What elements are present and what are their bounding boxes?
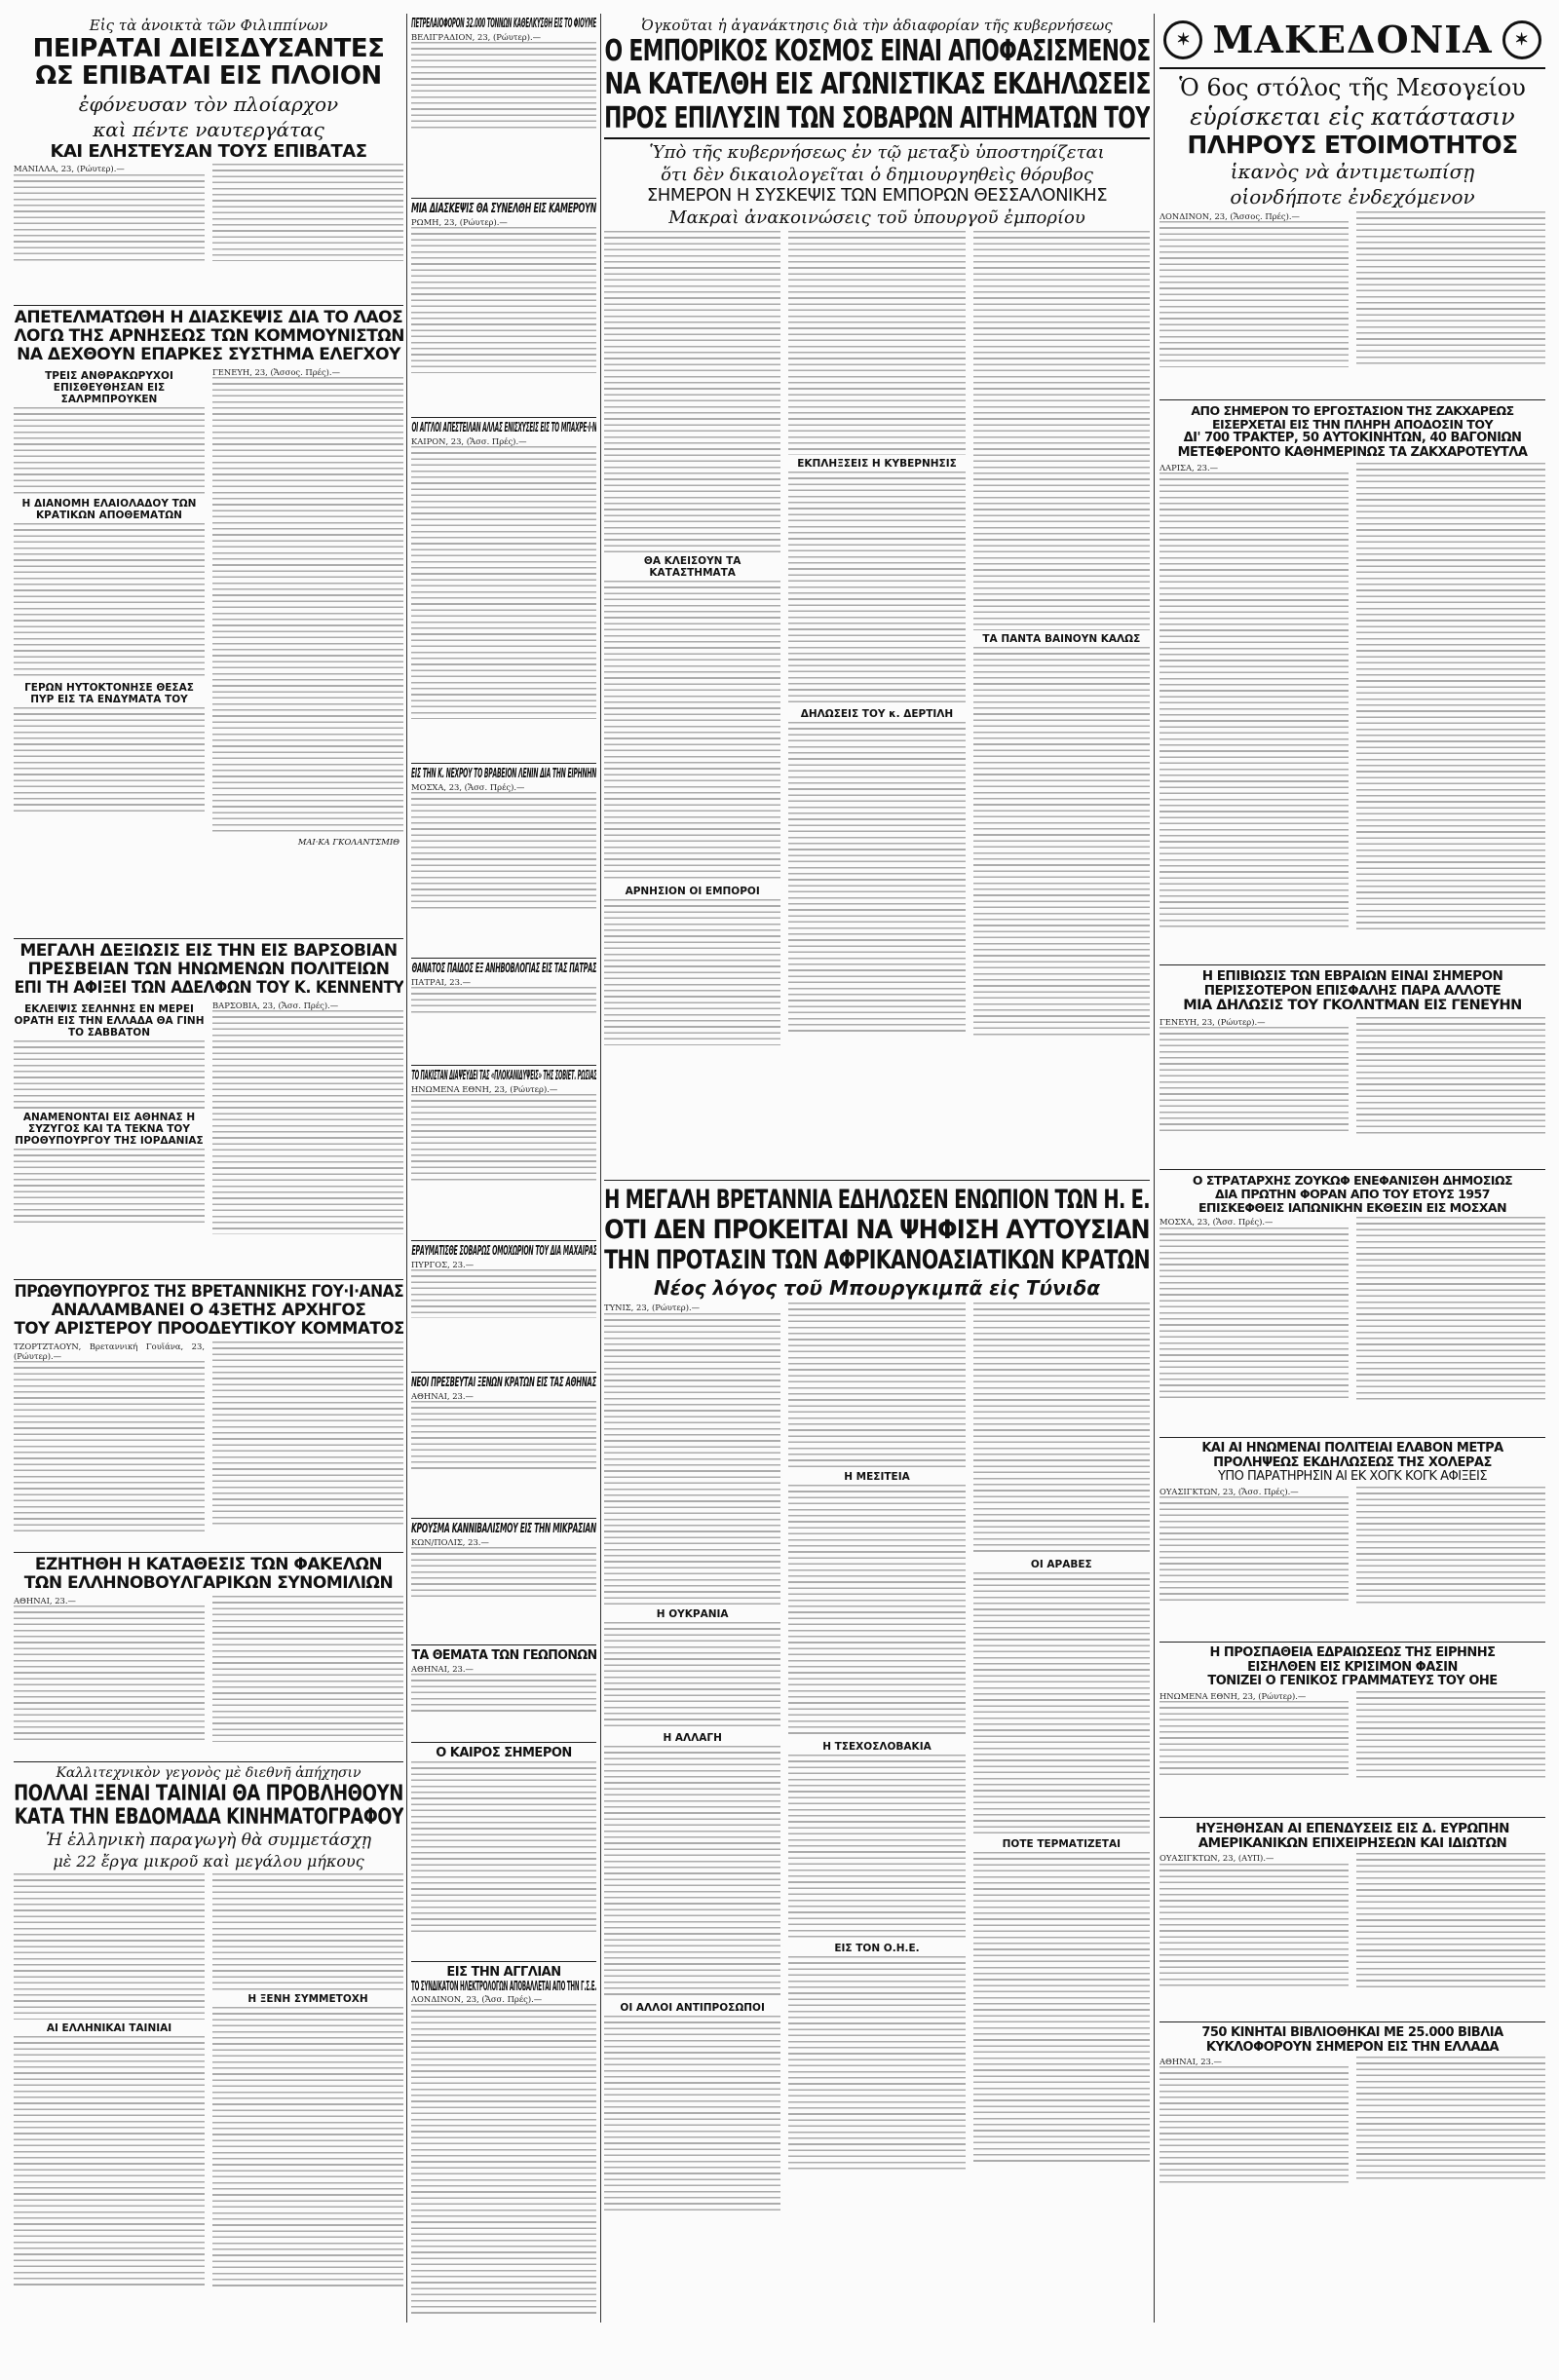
article-britain-un [604,1181,1150,2329]
article-body [14,1873,403,2289]
text-lines [973,1303,1150,1556]
seal-icon: ✶ [1163,20,1202,59]
article-body [14,1341,403,1536]
headline: ΜΕΓΑΛΗ ΔΕΞΙΩΣΙΣ ΕΙΣ ΤΗΝ ΕΙΣ ΒΑΡΣΟΒΙΑΝ [19,941,398,961]
text-lines [14,2036,205,2289]
article-cameroon [411,199,596,418]
article-jews [1160,965,1545,1170]
masthead-title: ΜΑΚΕΔΟΝΙΑ [1212,18,1493,61]
text-lines [1356,2057,1545,2183]
article-smallpox [411,959,596,1066]
article-bahrain [411,418,596,764]
text-lines [1356,1853,1545,1989]
column-rule [600,14,601,2323]
headline: ΤΟ ΣΥΝΔΙΚΑΤΟΝ ΗΛΕΚΤΡΟΛΟΓΩΝ ΑΠΟΒΑΛΛΕΤΑΙ ΑΠΟ ΤΗΝ Γ.Σ.Ε. [411,1979,596,1994]
minor-headline: Η ΟΥΚΡΑΝΙΑ [656,1607,729,1620]
headline: 750 ΚΙΝΗΤΑΙ ΒΙΒΛΙΟΘΗΚΑΙ ΜΕ 25.000 ΒΙΒΛΙΑ [1201,2025,1503,2040]
headline: ΠΡΩΘΥΠΟΥΡΓΟΣ ΤΗΣ ΒΡΕΤΑΝΝΙΚΗΣ ΓΟΥ·Ι·ΑΝΑΣ [14,1282,403,1302]
headline: Ο ΕΜΠΟΡΙΚΟΣ ΚΟΣΜΟΣ ΕΙΝΑΙ ΑΠΟΦΑΣΙΣΜΕΝΟΣ [604,34,1150,68]
subheadline: μὲ 22 ἔργα μικροῦ καὶ μεγάλου μήκους [53,1852,364,1871]
text-lines [1160,1027,1349,1134]
minor-headline: ΑΝΑΜΕΝΟΝΤΑΙ ΕΙΣ ΑΘΗΝΑΣ Η ΣΥΖΥΓΟΣ ΚΑΙ ΤΑ ΤΕΚΝΑ ΤΟΥ ΠΡΟΘΥΠΟΥΡΓΟΥ ΤΗΣ ΙΟΡΔΑΝΙΑΣ [15,1111,204,1147]
minor-headline: Η ΑΛΛΑΓΗ [663,1731,722,1744]
headline: ΗΥΞΗΘΗΣΑΝ ΑΙ ΕΠΕΝΔΥΣΕΙΣ ΕΙΣ Δ. ΕΥΡΩΠΗΝ [1196,1821,1509,1836]
text-lines [411,446,596,719]
subheadline: ἐφόνευσαν τὸν πλοίαρχον [78,92,339,116]
text-lines [1160,1496,1349,1604]
dateline: ΟΥΑΣΙΓΚΤΩΝ, 23, (ΑΥΠ).— [1160,1853,1274,1864]
text-lines [1356,1487,1545,1604]
text-lines [788,1485,965,1738]
article-weather [411,1743,596,1962]
article-un-peace [1160,1643,1545,1818]
minor-headline: ΔΗΛΩΣΕΙΣ ΤΟΥ κ. ΔΕΡΤΙΛΗ [800,708,954,721]
text-lines [604,2016,780,2210]
minor-headline: ΟΙ ΑΡΑΒΕΣ [1030,1559,1092,1571]
article-kicker: Καλλιτεχνικὸν γεγονὸς μὲ διεθνῆ ἀπήχησιν [56,1765,361,1781]
text-lines [411,2004,596,2316]
column-4 [1160,14,1545,2226]
headline: ΘΑΝΑΤΟΣ ΠΑΙΔΟΣ ΕΞ ΑΝΗΒΟΒΛΟΓΙΑΣ ΕΙΣ ΤΑΣ ΠΑΤΡΑΣ [411,962,596,976]
article-nehru [411,764,596,959]
text-lines [973,647,1150,1037]
text-lines [788,1755,965,1940]
article-investments [1160,1818,1545,2022]
headline: ΑΠΕΤΕΛΜΑΤΩΘΗ Η ΔΙΑΣΚΕΨΙΣ ΔΙΑ ΤΟ ΛΑΟΣ [14,308,403,327]
headline: ΑΠΟ ΣΗΜΕΡΟΝ ΤΟ ΕΡΓΟΣΤΑΣΙΟΝ ΤΗΣ ΖΑΚΧΑΡΕΩΣ [1191,403,1514,418]
headline: εὑρίσκεται εἰς κατάστασιν [1190,103,1515,131]
article-body [1160,211,1545,367]
minor-headline: Η ΔΙΑΝΟΜΗ ΕΛΑΙΟΛΑΔΟΥ ΤΩΝ ΚΡΑΤΙΚΩΝ ΑΠΟΘΕΜΑΤΩΝ [21,497,197,521]
text-lines [14,707,205,814]
article-sixth-fleet [1160,69,1545,400]
dateline: ΜΟΣΧΑ, 23, (Ἄσσ. Πρές).— [411,781,525,792]
headline: ΕΡΑΥΜΑΤΙΣΘΕ ΣΟΒΑΡΩΣ ΟΜΟΧΩΡΙΟΝ ΤΟΥ ΔΙΑ ΜΑΧΑΙΡΑΣ [411,1244,596,1259]
text-lines [14,1873,205,2020]
headline: ΜΙΑ ΔΗΛΩΣΙΣ ΤΟΥ ΓΚΟΛΝΤΜΑΝ ΕΙΣ ΓΕΝΕΥΗΝ [1183,998,1522,1014]
dateline: ΚΑΙΡΟΝ, 23, (Ἄσσ. Πρές).— [411,435,527,446]
article-libraries [1160,2022,1545,2226]
headline: ΟΤΙ ΔΕΝ ΠΡΟΚΕΙΤΑΙ ΝΑ ΨΗΦΙΣΗ ΑΥΤΟΥΣΙΑΝ [604,1215,1150,1246]
text-lines [212,377,403,835]
headline: ΜΙΑ ΔΙΑΣΚΕΨΙΣ ΘΑ ΣΥΝΕΛΘΗ ΕΙΣ ΚΑΜΕΡΟΥΝ [411,202,596,216]
headline: ΠΟΛΛΑΙ ΞΕΝΑΙ ΤΑΙΝΙΑΙ ΘΑ ΠΡΟΒΛΗΘΟΥΝ [14,1782,403,1806]
text-lines [1160,1228,1349,1403]
text-lines [604,581,780,883]
column-3 [604,14,1150,2329]
text-lines [212,1596,403,1742]
article-body [1160,1017,1545,1134]
text-lines [788,472,965,705]
text-lines [973,1852,1150,2164]
dateline: ΚΩΝ/ΠΟΛΙΣ, 23.— [411,1536,489,1547]
text-lines [788,722,965,1034]
column-2 [411,14,596,2380]
article-kicker: Εἰς τὰ ἀνοικτὰ τῶν Φιλιππίνων [89,17,328,34]
text-lines [1356,1217,1545,1402]
headline: ΕΙΣ ΤΗΝ Κ. ΝΕΧΡΟΥ ΤΟ ΒΡΑΒΕΙΟΝ ΛΕΝΙΝ ΔΙΑ ΤΗΝ ΕΙΡΗΝΗΝ [411,767,596,781]
headline: ΠΕΤΡΕΛΑΙΟΦΟΡΟΝ 32.000 ΤΟΝΝΩΝ ΚΑΘΕΛΚΥΣΘΗ ΕΙΣ ΤΟ ΦΙΟΥΜΕ [411,17,596,31]
headline: ΠΛΗΡΟΥΣ ΕΤΟΙΜΟΤΗΤΟΣ [1187,131,1518,159]
headline: ΝΑ ΔΕΧΘΟΥΝ ΕΠΑΡΚΕΣ ΣΥΣΤΗΜΑ ΕΛΕΓΧΟΥ [17,344,400,364]
headline: ΔΙΑ ΠΡΩΤΗΝ ΦΟΡΑΝ ΑΠΟ ΤΟΥ ΕΤΟΥΣ 1957 [1215,1187,1490,1202]
text-lines [604,1313,780,1606]
headline: ΤΑ ΘΕΜΑΤΑ ΤΩΝ ΓΕΩΠΟΝΩΝ [411,1648,596,1663]
text-lines [1160,1701,1349,1779]
headline: ΛΟΓΩ ΤΗΣ ΑΡΝΗΣΕΩΣ ΤΩΝ ΚΟΜΜΟΥΝΙΣΤΩΝ [14,325,403,346]
subheadline: Ὑπὸ τῆς κυβερνήσεως ἐν τῷ μεταξὺ ὑποστηρίζεται [649,142,1105,164]
dateline: ΛΟΝΔΙΝΟΝ, 23, (Ἄσσ. Πρές).— [411,1994,543,2005]
minor-headline: ΠΟΤΕ ΤΕΡΜΑΤΙΖΕΤΑΙ [1002,1838,1121,1851]
dateline: ΛΑΡΙΣΑ, 23.— [1160,462,1219,472]
text-lines [14,174,205,262]
text-lines [212,1873,403,1990]
text-lines [14,523,205,679]
text-lines [1160,2066,1349,2183]
article-cinema-week [14,1762,403,2356]
text-lines [604,231,780,552]
article-merchants [604,14,1150,1181]
headline: ΕΙΣ ΤΗΝ ΑΓΓΛΙΑΝ [446,1965,561,1980]
text-lines [1356,463,1545,930]
minor-headline: ΕΚΠΛΗΞΣΕΙΣ Η ΚΥΒΕΡΝΗΣΙΣ [797,458,957,471]
subheadline: Νέος λόγος τοῦ Μπουργκιμπᾶ εἰς Τύνιδα [654,1276,1100,1301]
dateline: ΑΘΗΝΑΙ, 23.— [411,1663,474,1674]
article-pakistan [411,1066,596,1241]
dateline: ΗΝΩΜΕΝΑ ΕΘΝΗ, 23, (Ρώυτερ).— [1160,1690,1307,1701]
subheadline: Ἡ ἑλληνικὴ παραγωγὴ θὰ συμμετάσχῃ [45,1831,371,1851]
headline: ΩΣ ΕΠΙΒΑΤΑΙ ΕΙΣ ΠΛΟΙΟΝ [35,61,382,92]
headline: ΑΝΑΛΑΜΒΑΝΕΙ Ο 43ΕΤΗΣ ΑΡΧΗΓΟΣ [51,1300,366,1320]
dateline: ΑΘΗΝΑΙ, 23.— [14,1595,76,1606]
headline: ΕΙΣΗΛΘΕΝ ΕΙΣ ΚΡΙΣΙΜΟΝ ΦΑΣΙΝ [1247,1659,1458,1675]
headline: ΠΕΡΙΣΣΟΤΕΡΟΝ ΕΠΙΣΦΑΛΗΣ ΠΑΡΑ ΑΛΛΟΤΕ [1203,983,1502,1000]
headline: ΥΠΟ ΠΑΡΑΤΗΡΗΣΙΝ ΑΙ ΕΚ ΧΟΓΚ ΚΟΓΚ ΑΦΙΞΕΙΣ [1217,1469,1488,1485]
text-lines [788,231,965,455]
headline: ΤΗΝ ΠΡΟΤΑΣΙΝ ΤΩΝ ΑΦΡΙΚΑΝΟΑΣΙΑΤΙΚΩΝ ΚΡΑΤΩΝ [604,1245,1150,1276]
column-rule [1154,14,1155,2323]
text-lines [411,1094,596,1182]
text-lines [411,987,596,1016]
text-lines [14,1606,205,1742]
article-body [604,1303,1150,2210]
text-lines [604,899,780,1045]
byline: ΜΑΙ·ΚΑ ΓΚΟΛΑΝΤΣΜΙΘ [297,836,399,847]
dateline: ΓΕΝΕΥΗ, 23, (Ρώυτερ).— [1160,1016,1266,1027]
dateline: ΓΕΝΕΥΗ, 23, (Ἄσσος. Πρές).— [212,366,340,377]
dateline: ΠΥΡΓΟΣ, 23.— [411,1259,475,1269]
headline: Ο ΚΑΙΡΟΣ ΣΗΜΕΡΟΝ [436,1746,572,1760]
headline: ΠΡΟΣ ΕΠΙΛΥΣΙΝ ΤΩΝ ΣΟΒΑΡΩΝ ΑΙΤΗΜΑΤΩΝ ΤΟΥ [604,100,1150,135]
text-lines [212,164,403,261]
headline: Η ΜΕΓΑΛΗ ΒΡΕΤΑΝΝΙΑ ΕΔΗΛΩΣΕΝ ΕΝΩΠΙΟΝ ΤΩΝ Η. Ε. [604,1185,1150,1215]
headline: ΕΠΙ ΤΗ ΑΦΙΞΕΙ ΤΩΝ ΑΔΕΛΦΩΝ ΤΟΥ Κ. ΚΕΝΝΕΝΤΥ [14,977,403,998]
headline: ΑΜΕΡΙΚΑΝΙΚΩΝ ΕΠΙΧΕΙΡΗΣΕΩΝ ΚΑΙ ΙΔΙΩΤΩΝ [1198,1835,1507,1852]
headline: ΔΙ' 700 ΤΡΑΚΤΕΡ, 50 ΑΥΤΟΚΙΝΗΤΩΝ, 40 ΒΑΓΟΝΙΩΝ [1183,431,1522,446]
dateline: ΜΑΝΙΛΛΑ, 23, (Ρώυτερ).— [14,164,125,174]
dateline: ΜΟΣΧΑ, 23, (Ἄσσ. Πρές).— [1160,1217,1274,1228]
headline: ΝΕΟΙ ΠΡΕΣΒΕΥΤΑΙ ΞΕΝΩΝ ΚΡΑΤΩΝ ΕΙΣ ΤΑΣ ΑΘΗΝΑΣ [411,1376,596,1390]
seal-icon: ✶ [1502,20,1541,59]
article-zhukov [1160,1170,1545,1438]
dateline: ΤΖΟΡΤΖΤΑΟΥΝ, Βρεταννική Γουϊάνα, 23, (Ρώυτερ).— [14,1341,205,1361]
dateline: ΛΟΝΔΙΝΟΝ, 23, (Ἄσσος. Πρές).— [1160,211,1300,222]
column-1 [14,14,403,2356]
article-electricians [411,1962,596,2380]
headline: ΚΥΚΛΟΦΟΡΟΥΝ ΣΗΜΕΡΟΝ ΕΙΣ ΤΗΝ ΕΛΛΑΔΑ [1205,2039,1500,2055]
minor-headline: ΕΚΛΕΙΨΙΣ ΣΕΛΗΝΗΣ ΕΝ ΜΕΡΕΙ ΟΡΑΤΗ ΕΙΣ ΤΗΝ ΕΛΛΑΔΑ ΘΑ ΓΙΝΗ ΤΟ ΣΑΒΒΑΤΟΝ [14,1002,205,1039]
headline: ΠΡΟΛΗΨΕΩΣ ΕΚΔΗΛΩΣΕΩΣ ΤΗΣ ΧΟΛΕΡΑΣ [1213,1454,1492,1470]
text-lines [411,792,596,909]
text-lines [788,1956,965,2171]
masthead [1160,14,1545,69]
article-body [1160,1853,1545,1989]
headline: ΤΩΝ ΕΛΛΗΝΟΒΟΥΛΓΑΡΙΚΩΝ ΣΥΝΟΜΙΛΙΩΝ [23,1572,394,1593]
headline: ΤΟΥ ΑΡΙΣΤΕΡΟΥ ΠΡΟΟΔΕΥΤΙΚΟΥ ΚΟΜΜΑΤΟΣ [14,1318,403,1339]
text-lines [411,1269,596,1318]
column-rule [406,14,407,2323]
article-cannibalism [411,1519,596,1645]
text-lines [1160,221,1349,367]
text-lines [1356,1691,1545,1779]
divider [604,137,1150,139]
text-lines [604,1622,780,1729]
text-lines [604,1746,780,1999]
article-body [1160,463,1545,930]
text-lines [1356,1017,1545,1134]
text-lines [212,1341,403,1527]
article-laos [14,306,403,939]
text-lines [14,1040,205,1109]
dateline: ΠΑΤΡΑΙ, 23.— [411,976,471,987]
text-lines [411,42,596,130]
minor-headline: ΤΡΕΙΣ ΑΝΘΡΑΚΩΡΥΧΟΙ ΕΠΙΣΘΕΥΘΗΣΑΝ ΕΙΣ ΣΑΛΡΜΠΡΟΥΚΕΝ [45,369,173,405]
subheadline: καὶ πέντε ναυτεργάτας [93,117,324,141]
subheadline: ὅτι δὲν δικαιολογεῖται ὁ δημιουργηθεὶς θόρυβος [661,165,1093,186]
headline: Ὁ 6ος στόλος τῆς Μεσογείου [1179,74,1526,101]
subheadline: ἱκανὸς νὰ ἀντιμετωπίσῃ [1230,160,1475,184]
dateline: ΒΑΡΣΟΒΙΑ, 23, (Ἄσσ. Πρές).— [212,1000,339,1010]
text-lines [788,1303,965,1468]
article-body [14,367,403,847]
minor-headline: Η ΞΕΝΗ ΣΥΜΜΕΤΟΧΗ [247,1993,368,2006]
headline: ΚΑΙ ΕΛΗΣΤΕΥΣΑΝ ΤΟΥΣ ΕΠΙΒΑΤΑΣ [50,140,367,162]
article-body [1160,1217,1545,1402]
headline: ΕΖΗΤΗΘΗ Η ΚΑΤΑΘΕΣΙΣ ΤΩΝ ΦΑΚΕΛΩΝ [34,1555,383,1574]
subheadline: Μακραὶ ἀνακοινώσεις τοῦ ὑπουργοῦ ἐμπορίου [668,208,1085,229]
headline: ΤΟ ΠΑΚΙΣΤΑΝ ΔΙΑΨΕΥΔΕΙ ΤΑΣ «ΠΛΟΚΑΝΙΔΥΨΕΙΣ» ΤΗΣ ΣΟΒΙΕΤ. ΡΩΣΙΑΣ [411,1069,596,1083]
text-lines [411,1401,596,1469]
article-cholera [1160,1438,1545,1643]
article-bulgaria [14,1553,403,1762]
article-body [1160,2057,1545,2183]
text-lines [411,1761,596,1932]
dateline: ΑΘΗΝΑΙ, 23.— [1160,2057,1222,2067]
text-lines [973,231,1150,630]
headline: ΠΕΙΡΑΤΑΙ ΔΙΕΙΣΔΥΣΑΝΤΕΣ [32,34,385,63]
minor-headline: ΟΙ ΑΛΛΟΙ ΑΝΤΙΠΡΟΣΩΠΟΙ [620,2001,765,2014]
dateline: ΟΥΑΣΙΓΚΤΩΝ, 23, (Ἄσσ. Πρές).— [1160,1486,1299,1496]
headline: ΕΙΣΕΡΧΕΤΑΙ ΕΙΣ ΤΗΝ ΠΛΗΡΗ ΑΠΟΔΟΣΙΝ ΤΟΥ [1211,417,1494,433]
text-lines [212,1010,403,1234]
article-sugar-factory [1160,400,1545,965]
article-body [14,1001,403,1234]
headline: ΕΠΙΣΚΕΦΘΕΙΣ ΙΑΠΩΝΙΚΗΝ ΕΚΘΕΣΙΝ ΕΙΣ ΜΟΣΧΑΝ [1198,1200,1507,1216]
text-lines [14,407,205,495]
article-ambassadors [411,1373,596,1519]
headline: ΤΟΝΙΖΕΙ Ο ΓΕΝΙΚΟΣ ΓΡΑΜΜΑΤΕΥΣ ΤΟΥ ΟΗΕ [1207,1674,1498,1689]
text-lines [973,1572,1150,1835]
article-body [14,1596,403,1742]
text-lines [14,1149,205,1227]
headline: Ο ΣΤΡΑΤΑΡΧΗΣ ΖΟΥΚΩΦ ΕΝΕΦΑΝΙΣΘΗ ΔΗΜΟΣΙΩΣ [1192,1173,1513,1188]
text-lines [411,1674,596,1713]
dateline: ΡΩΜΗ, 23, (Ρώυτερ).— [411,216,508,227]
headline: ΚΡΟΥΣΜΑ ΚΑΝΝΙΒΑΛΙΣΜΟΥ ΕΙΣ ΤΗΝ ΜΙΚΡΑΣΙΑΝ [411,1522,596,1536]
headline: ΣΗΜΕΡΟΝ Η ΣΥΣΚΕΨΙΣ ΤΩΝ ΕΜΠΟΡΩΝ ΘΕΣΣΑΛΟΝΙΚΗΣ [646,185,1108,207]
text-lines [1160,1864,1349,1990]
minor-headline: ΑΡΝΗΣΙΟΝ ΟΙ ΕΜΠΟΡΟΙ [625,886,760,898]
article-pirates [14,14,403,306]
headline: ΝΑ ΚΑΤΕΛΘΗ ΕΙΣ ΑΓΩΝΙΣΤΙΚΑΣ ΕΚΔΗΛΩΣΕΙΣ [604,67,1150,102]
article-tanker [411,14,596,199]
headline: ΜΕΤΕΦΕΡΟΝΤΟ ΚΑΘΗΜΕΡΙΝΩΣ ΤΑ ΖΑΚΧΑΡΟΤΕΥΤΛΑ [1177,444,1528,460]
minor-headline: ΤΑ ΠΑΝΤΑ ΒΑΙΝΟΥΝ ΚΑΛΩΣ [982,633,1141,646]
dateline: ΗΝΩΜΕΝΑ ΕΘΝΗ, 23, (Ρώυτερ).— [411,1083,558,1094]
headline: ΟΙ ΑΓΓΛΟΙ ΑΠΕΣΤΕΙΛΑΝ ΑΛΛΑΣ ΕΝΙΣΧΥΣΕΙΣ ΕΙΣ ΤΟ ΜΠΑΧΡΕ·Ι·Ν [411,421,596,435]
text-lines [1356,211,1545,367]
article-body [1160,1691,1545,1779]
minor-headline: ΑΙ ΕΛΛΗΝΙΚΑΙ ΤΑΙΝΙΑΙ [46,2022,172,2035]
article-guyana [14,1280,403,1553]
dateline: ΒΕΛΙΓΡΑΔΙΟΝ, 23, (Ρώυτερ).— [411,31,541,42]
text-lines [14,1361,205,1536]
article-body [1160,1487,1545,1604]
dateline: ΤΥΝΙΣ, 23, (Ρώυτερ).— [604,1303,701,1313]
article-kicker: Ὀγκοῦται ἡ ἀγανάκτησις διὰ τὴν ἀδιαφορίαν τῆς κυβερνήσεως [641,17,1113,34]
headline: Η ΕΠΙΒΙΩΣΙΣ ΤΩΝ ΕΒΡΑΙΩΝ ΕΙΝΑΙ ΣΗΜΕΡΟΝ [1201,968,1503,984]
text-lines [411,227,596,373]
minor-headline: ΘΑ ΚΛΕΙΣΟΥΝ ΤΑ ΚΑΤΑΣΤΗΜΑΤΑ [643,555,741,580]
dateline: ΑΘΗΝΑΙ, 23.— [411,1390,474,1401]
headline: ΚΑΙ ΑΙ ΗΝΩΜΕΝΑΙ ΠΟΛΙΤΕΙΑΙ ΕΛΑΒΟΝ ΜΕΤΡΑ [1201,1441,1503,1455]
minor-headline: Η ΜΕΣΙΤΕΙΑ [844,1471,910,1484]
text-lines [1160,472,1349,930]
minor-headline: ΓΕΡΩΝ ΗΥΤΟΚΤΟΝΗΣΕ ΘΕΣΑΣ ΠΥΡ ΕΙΣ ΤΑ ΕΝΔΥΜΑΤΑ ΤΟΥ [24,681,194,705]
text-lines [411,1547,596,1601]
headline: ΚΑΤΑ ΤΗΝ ΕΒΔΟΜΑΔΑ ΚΙΝΗΜΑΤΟΓΡΑΦΟΥ [14,1805,403,1831]
article-body [14,164,403,261]
article-agronomists [411,1645,596,1743]
newspaper-page [14,14,1545,2323]
article-warsaw [14,939,403,1280]
text-lines [212,2007,403,2289]
headline: ΠΡΕΣΒΕΙΑΝ ΤΩΝ ΗΝΩΜΕΝΩΝ ΠΟΛΙΤΕΙΩΝ [27,959,390,979]
headline: Η ΠΡΟΣΠΑΘΕΙΑ ΕΔΡΑΙΩΣΕΩΣ ΤΗΣ ΕΙΡΗΝΗΣ [1209,1645,1496,1660]
subheadline: οἱονδήποτε ἐνδεχόμενον [1230,185,1475,209]
article-knife [411,1241,596,1373]
minor-headline: Η ΤΣΕΧΟΣΛΟΒΑΚΙΑ [822,1741,932,1754]
article-body [604,231,1150,1045]
minor-headline: ΕΙΣ ΤΟΝ Ο.Η.Ε. [834,1943,920,1955]
